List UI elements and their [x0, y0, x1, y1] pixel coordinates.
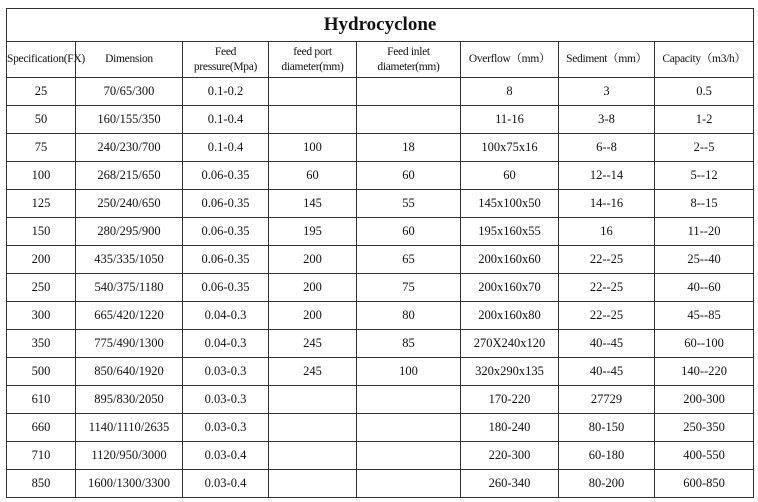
- cell-overflow: 170-220: [461, 386, 559, 414]
- cell-feed-port-diameter: 245: [269, 358, 357, 386]
- cell-specification: 25: [7, 78, 76, 106]
- cell-feed-port-diameter: [269, 442, 357, 470]
- cell-sediment: 12--14: [559, 162, 655, 190]
- table-row: [7, 246, 754, 274]
- cell-dimension: 540/375/1180: [76, 274, 183, 302]
- cell-capacity: 40--60: [655, 274, 754, 302]
- cell-overflow: 60: [461, 162, 559, 190]
- cell-sediment: 80-150: [559, 414, 655, 442]
- cell-dimension: 240/230/700: [76, 134, 183, 162]
- cell-feed-pressure: 0.04-0.3: [183, 330, 269, 358]
- cell-dimension: 160/155/350: [76, 106, 183, 134]
- cell-specification: 610: [7, 386, 76, 414]
- table-row: [7, 470, 754, 498]
- cell-feed-inlet-diameter: 60: [357, 162, 461, 190]
- cell-capacity: 45--85: [655, 302, 754, 330]
- cell-feed-inlet-diameter: 100: [357, 358, 461, 386]
- cell-feed-pressure: 0.03-0.3: [183, 414, 269, 442]
- cell-capacity: 5--12: [655, 162, 754, 190]
- cell-sediment: 60-180: [559, 442, 655, 470]
- cell-specification: 710: [7, 442, 76, 470]
- cell-dimension: 775/490/1300: [76, 330, 183, 358]
- cell-feed-port-diameter: 100: [269, 134, 357, 162]
- column-header-feed-port-diameter: feed port diameter(mm): [269, 42, 357, 78]
- cell-sediment: 80-200: [559, 470, 655, 498]
- cell-feed-port-diameter: [269, 78, 357, 106]
- table-row: [7, 134, 754, 162]
- cell-feed-inlet-diameter: 75: [357, 274, 461, 302]
- cell-feed-pressure: 0.1-0.4: [183, 134, 269, 162]
- cell-feed-pressure: 0.04-0.3: [183, 302, 269, 330]
- cell-feed-pressure: 0.06-0.35: [183, 218, 269, 246]
- cell-capacity: 2--5: [655, 134, 754, 162]
- column-header-dimension: Dimension: [76, 42, 183, 78]
- cell-feed-pressure: 0.1-0.2: [183, 78, 269, 106]
- cell-feed-port-diameter: 195: [269, 218, 357, 246]
- cell-capacity: 0.5: [655, 78, 754, 106]
- table-row: [7, 414, 754, 442]
- cell-capacity: 8--15: [655, 190, 754, 218]
- cell-dimension: 70/65/300: [76, 78, 183, 106]
- cell-overflow: 195x160x55: [461, 218, 559, 246]
- cell-overflow: 8: [461, 78, 559, 106]
- cell-overflow: 320x290x135: [461, 358, 559, 386]
- cell-feed-inlet-diameter: [357, 78, 461, 106]
- cell-specification: 150: [7, 218, 76, 246]
- cell-specification: 75: [7, 134, 76, 162]
- cell-sediment: 22--25: [559, 274, 655, 302]
- cell-specification: 660: [7, 414, 76, 442]
- hydrocyclone-spec-table: [6, 8, 754, 498]
- cell-dimension: 268/215/650: [76, 162, 183, 190]
- cell-overflow: 220-300: [461, 442, 559, 470]
- cell-specification: 850: [7, 470, 76, 498]
- cell-feed-inlet-diameter: [357, 386, 461, 414]
- cell-dimension: 435/335/1050: [76, 246, 183, 274]
- cell-sediment: 14--16: [559, 190, 655, 218]
- cell-dimension: 665/420/1220: [76, 302, 183, 330]
- cell-feed-port-diameter: [269, 470, 357, 498]
- cell-sediment: 22--25: [559, 246, 655, 274]
- cell-dimension: 850/640/1920: [76, 358, 183, 386]
- cell-feed-port-diameter: 200: [269, 274, 357, 302]
- cell-specification: 125: [7, 190, 76, 218]
- cell-dimension: 895/830/2050: [76, 386, 183, 414]
- cell-feed-port-diameter: 60: [269, 162, 357, 190]
- table-row: [7, 302, 754, 330]
- cell-capacity: 200-300: [655, 386, 754, 414]
- cell-dimension: 1120/950/3000: [76, 442, 183, 470]
- cell-capacity: 11--20: [655, 218, 754, 246]
- cell-sediment: 3-8: [559, 106, 655, 134]
- cell-feed-inlet-diameter: [357, 414, 461, 442]
- cell-sediment: 22--25: [559, 302, 655, 330]
- cell-dimension: 1140/1110/2635: [76, 414, 183, 442]
- cell-sediment: 3: [559, 78, 655, 106]
- cell-specification: 500: [7, 358, 76, 386]
- cell-feed-inlet-diameter: [357, 470, 461, 498]
- cell-feed-inlet-diameter: 60: [357, 218, 461, 246]
- cell-overflow: 180-240: [461, 414, 559, 442]
- cell-specification: 100: [7, 162, 76, 190]
- cell-sediment: 27729: [559, 386, 655, 414]
- cell-overflow: 270X240x120: [461, 330, 559, 358]
- cell-feed-port-diameter: [269, 106, 357, 134]
- cell-feed-port-diameter: 200: [269, 246, 357, 274]
- cell-feed-inlet-diameter: [357, 106, 461, 134]
- cell-specification: 350: [7, 330, 76, 358]
- cell-feed-pressure: 0.06-0.35: [183, 190, 269, 218]
- table-row: [7, 78, 754, 106]
- column-header-specification: Specification(FX): [7, 42, 76, 78]
- column-header-sediment: Sediment（mm）: [559, 42, 655, 78]
- cell-dimension: 1600/1300/3300: [76, 470, 183, 498]
- table-row: [7, 330, 754, 358]
- cell-specification: 50: [7, 106, 76, 134]
- cell-feed-pressure: 0.03-0.4: [183, 470, 269, 498]
- cell-overflow: 260-340: [461, 470, 559, 498]
- cell-dimension: 280/295/900: [76, 218, 183, 246]
- cell-capacity: 600-850: [655, 470, 754, 498]
- column-header-feed-inlet-diameter: Feed inlet diameter(mm): [357, 42, 461, 78]
- cell-feed-inlet-diameter: 55: [357, 190, 461, 218]
- cell-feed-pressure: 0.03-0.3: [183, 358, 269, 386]
- column-header-overflow: Overflow（mm）: [461, 42, 559, 78]
- cell-sediment: 40--45: [559, 358, 655, 386]
- cell-sediment: 40--45: [559, 330, 655, 358]
- table-row: [7, 106, 754, 134]
- cell-capacity: 400-550: [655, 442, 754, 470]
- cell-feed-pressure: 0.06-0.35: [183, 274, 269, 302]
- cell-sediment: 16: [559, 218, 655, 246]
- column-header-capacity: Capacity（m3/h）: [655, 42, 754, 78]
- cell-overflow: 100x75x16: [461, 134, 559, 162]
- cell-sediment: 6--8: [559, 134, 655, 162]
- cell-feed-inlet-diameter: 18: [357, 134, 461, 162]
- table-row: [7, 190, 754, 218]
- table-row: [7, 274, 754, 302]
- cell-capacity: 60--100: [655, 330, 754, 358]
- header-row: [7, 42, 754, 78]
- cell-feed-pressure: 0.06-0.35: [183, 246, 269, 274]
- cell-specification: 300: [7, 302, 76, 330]
- cell-feed-port-diameter: 200: [269, 302, 357, 330]
- table-body: [7, 78, 754, 498]
- table-row: [7, 386, 754, 414]
- cell-feed-inlet-diameter: [357, 442, 461, 470]
- cell-capacity: 250-350: [655, 414, 754, 442]
- table-title: Hydrocyclone: [7, 9, 754, 42]
- cell-feed-pressure: 0.1-0.4: [183, 106, 269, 134]
- cell-capacity: 25--40: [655, 246, 754, 274]
- cell-feed-pressure: 0.03-0.4: [183, 442, 269, 470]
- cell-specification: 200: [7, 246, 76, 274]
- table-row: [7, 442, 754, 470]
- cell-dimension: 250/240/650: [76, 190, 183, 218]
- table-row: [7, 218, 754, 246]
- cell-feed-inlet-diameter: 85: [357, 330, 461, 358]
- cell-feed-port-diameter: [269, 386, 357, 414]
- cell-specification: 250: [7, 274, 76, 302]
- cell-capacity: 140--220: [655, 358, 754, 386]
- cell-overflow: 145x100x50: [461, 190, 559, 218]
- cell-feed-pressure: 0.06-0.35: [183, 162, 269, 190]
- cell-overflow: 200x160x70: [461, 274, 559, 302]
- cell-feed-inlet-diameter: 80: [357, 302, 461, 330]
- cell-capacity: 1-2: [655, 106, 754, 134]
- table-row: [7, 358, 754, 386]
- cell-feed-port-diameter: 245: [269, 330, 357, 358]
- cell-feed-pressure: 0.03-0.3: [183, 386, 269, 414]
- cell-overflow: 200x160x60: [461, 246, 559, 274]
- cell-overflow: 11-16: [461, 106, 559, 134]
- cell-feed-port-diameter: 145: [269, 190, 357, 218]
- cell-overflow: 200x160x80: [461, 302, 559, 330]
- table-row: [7, 162, 754, 190]
- column-header-feed-pressure: Feed pressure(Mpa): [183, 42, 269, 78]
- cell-feed-inlet-diameter: 65: [357, 246, 461, 274]
- cell-feed-port-diameter: [269, 414, 357, 442]
